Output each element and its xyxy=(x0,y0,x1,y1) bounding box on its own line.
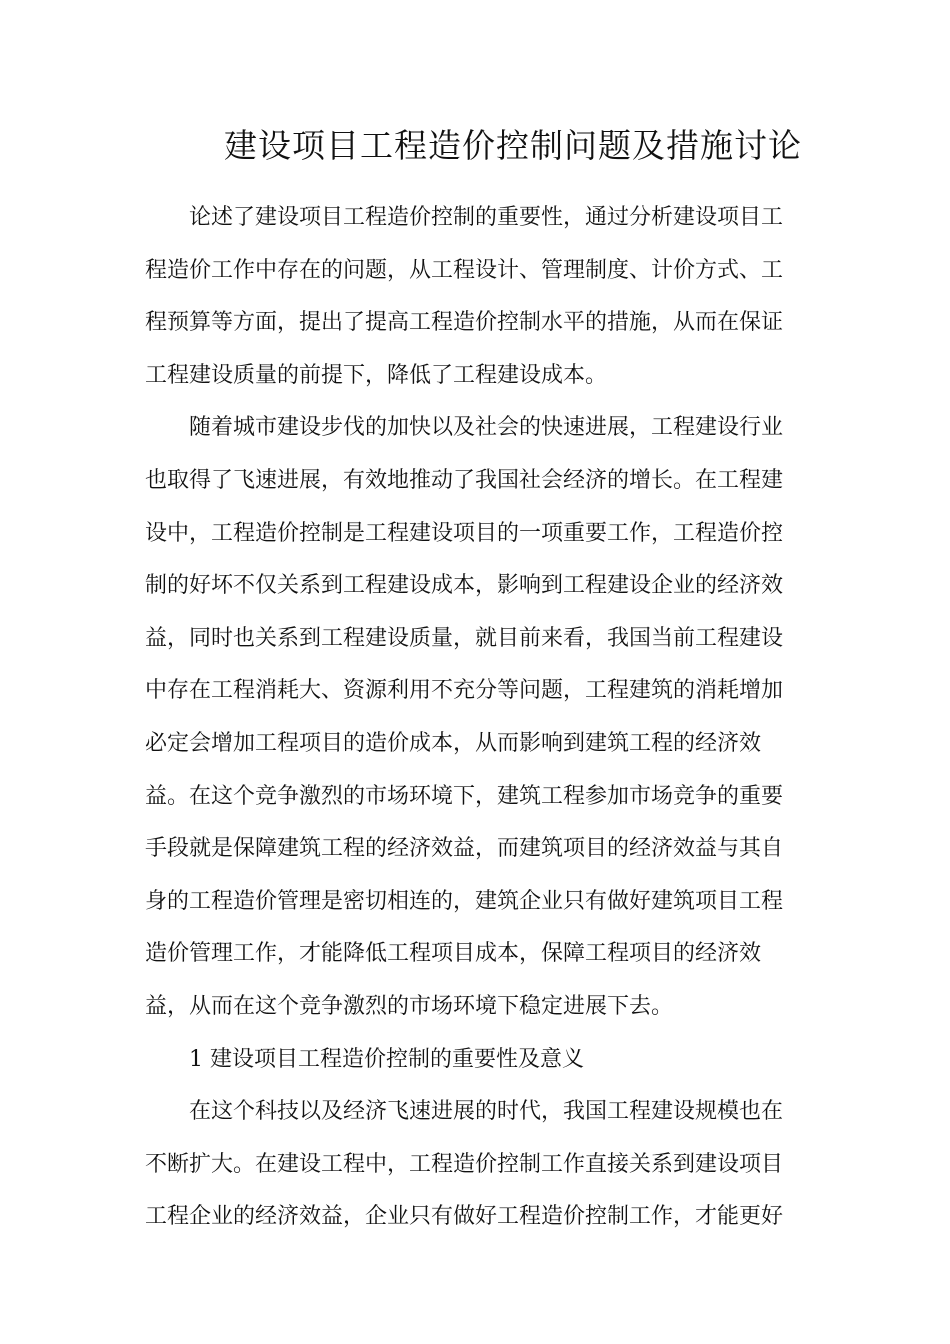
text-line: 益。在这个竞争激烈的市场环境下，建筑工程参加市场竞争的重要 xyxy=(145,783,784,809)
text-line: 益，同时也关系到工程建设质量，就目前来看，我国当前工程建设 xyxy=(145,625,784,651)
text-line: 造价管理工作，才能降低工程项目成本，保障工程项目的经济效 xyxy=(145,941,762,967)
text-line: 必定会增加工程项目的造价成本，从而影响到建筑工程的经济效 xyxy=(145,730,762,756)
text-line: 身的工程造价管理是密切相连的，建筑企业只有做好建筑项目工程 xyxy=(145,888,784,914)
text-line: 1 建设项目工程造价控制的重要性及意义 xyxy=(189,1046,584,1072)
text-line: 在这个科技以及经济飞速进展的时代，我国工程建设规模也在 xyxy=(189,1099,784,1125)
document-body xyxy=(145,192,795,1244)
text-line: 手段就是保障建筑工程的经济效益，而建筑项目的经济效益与其自 xyxy=(145,836,784,862)
text-line: 程预算等方面，提出了提高工程造价控制水平的措施，从而在保证 xyxy=(145,310,784,336)
text-line: 益，从而在这个竞争激烈的市场环境下稳定进展下去。 xyxy=(145,993,674,1019)
text-line: 设中，工程造价控制是工程建设项目的一项重要工作，工程造价控 xyxy=(145,520,784,546)
text-line: 制的好坏不仅关系到工程建设成本，影响到工程建设企业的经济效 xyxy=(145,573,784,599)
text-line: 论述了建设项目工程造价控制的重要性，通过分析建设项目工 xyxy=(189,205,784,230)
text-line: 工程企业的经济效益，企业只有做好工程造价控制工作，才能更好 xyxy=(145,1204,784,1230)
text-line: 不断扩大。在建设工程中，工程造价控制工作直接关系到建设项目 xyxy=(145,1151,784,1177)
text-line: 也取得了飞速进展，有效地推动了我国社会经济的增长。在工程建 xyxy=(145,467,784,493)
text-line: 中存在工程消耗大、资源利用不充分等问题，工程建筑的消耗增加 xyxy=(145,678,784,704)
text-line: 工程建设质量的前提下，降低了工程建设成本。 xyxy=(145,362,608,388)
text-line: 随着城市建设步伐的加快以及社会的快速进展，工程建设行业 xyxy=(189,415,784,441)
document-title: 建设项目工程造价控制问题及措施讨论 xyxy=(224,126,802,165)
text-line: 程造价工作中存在的问题，从工程设计、管理制度、计价方式、工 xyxy=(145,257,784,283)
